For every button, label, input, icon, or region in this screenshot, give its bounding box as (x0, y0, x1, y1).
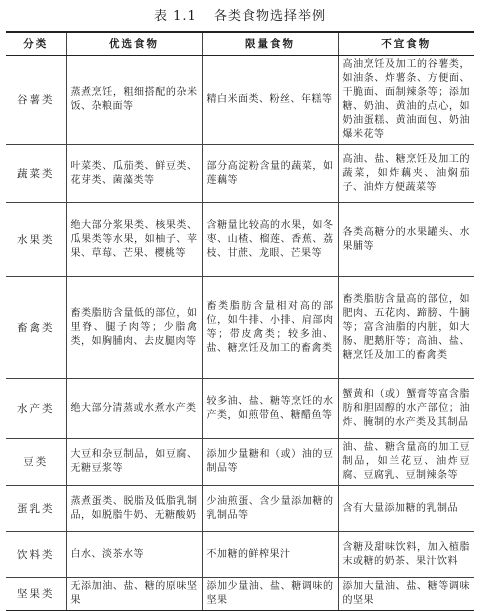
table-row (6, 56, 474, 145)
table-number: 表 1.1 (154, 9, 197, 24)
food-selection-table (6, 31, 474, 611)
table-row (6, 203, 474, 277)
category-cell: 蛋乳类 (6, 486, 66, 532)
preferred-cell: 蒸煮烹饪，粗细搭配的杂米饭、杂粮面等 (66, 56, 202, 145)
avoid-cell: 各类高糖分的水果罐头、水果脯等 (338, 203, 474, 277)
category-cell: 豆类 (6, 439, 66, 486)
category-cell: 水果类 (6, 203, 66, 277)
preferred-cell: 无添加油、盐、糖的原味坚果 (66, 578, 202, 611)
avoid-cell: 添加大量油、盐、糖等调味的坚果 (338, 578, 474, 611)
category-cell: 畜禽类 (6, 277, 66, 379)
avoid-cell: 高油烹饪及加工的谷薯类，如油条、炸薯条、方便面、干脆面、面制辣条等；添加糖、奶油、黄油的点心，如奶油蛋糕、黄油面包、奶油爆米花等 (338, 56, 474, 145)
table-row (6, 486, 474, 532)
limited-cell: 不加糖的鲜榨果汁 (202, 532, 338, 578)
limited-cell: 添加少量油、盐、糖调味的坚果 (202, 578, 338, 611)
preferred-cell: 绝大部分清蒸或水煮水产类 (66, 379, 202, 439)
limited-cell: 部分高淀粉含量的蔬菜，如莲藕等 (202, 145, 338, 203)
avoid-cell: 油、盐、糖含量高的加工豆制品，如兰花豆、油炸豆腐、豆腐乳、豆制辣条等 (338, 439, 474, 486)
header-preferred: 优选食物 (66, 32, 202, 56)
avoid-cell: 含糖及甜味饮料，加入植脂末或糖的奶茶、果汁饮料 (338, 532, 474, 578)
preferred-cell: 大豆和杂豆制品，如豆腐、无糖豆浆等 (66, 439, 202, 486)
limited-cell: 少油煎蛋、含少量添加糖的乳制品等 (202, 486, 338, 532)
avoid-cell: 高油、盐、糖烹饪及加工的蔬菜，如炸藕夹、油焖茄子、油炸方便蔬菜等 (338, 145, 474, 203)
limited-cell: 含糖量比较高的水果，如冬枣、山楂、榴莲、香蕉、荔枝、甘蔗、龙眼、芒果等 (202, 203, 338, 277)
table-row (6, 277, 474, 379)
table-caption (6, 6, 474, 28)
table-row (6, 439, 474, 486)
table-row (6, 379, 474, 439)
table-row (6, 578, 474, 611)
table-row (6, 532, 474, 578)
limited-cell: 精白米面类、粉丝、年糕等 (202, 56, 338, 145)
category-cell: 坚果类 (6, 578, 66, 611)
avoid-cell: 畜类脂肪含量高的部位，如肥肉、五花肉、蹄膀、牛腩等；富含油脂的内脏，如大肠、肥鹅肝等；高油、盐、糖烹饪及加工的畜禽类 (338, 277, 474, 379)
preferred-cell: 畜类脂肪含量低的部位，如里脊、腿子肉等；少脂禽类，如胸脯肉、去皮腿肉等 (66, 277, 202, 379)
table-title: 各类食物选择举例 (213, 9, 326, 24)
preferred-cell: 叶菜类、瓜茄类、鲜豆类、花芽类、菌藻类等 (66, 145, 202, 203)
header-category: 分类 (6, 32, 66, 56)
header-avoid: 不宜食物 (338, 32, 474, 56)
category-cell: 蔬菜类 (6, 145, 66, 203)
preferred-cell: 蒸煮蛋类、脱脂及低脂乳制品，如脱脂牛奶、无糖酸奶 (66, 486, 202, 532)
limited-cell: 畜类脂肪含量相对高的部位，如牛排、小排、肩部肉等；带皮禽类；较多油、盐、糖烹饪及加工的畜禽类 (202, 277, 338, 379)
category-cell: 水产类 (6, 379, 66, 439)
avoid-cell: 含有大量添加糖的乳制品 (338, 486, 474, 532)
avoid-cell: 蟹黄和（或）蟹膏等富含脂肪和胆固醇的水产部位；油炸、腌制的水产类及其制品 (338, 379, 474, 439)
limited-cell: 较多油、盐、糖等烹饪的水产类，如煎带鱼、糖醋鱼等 (202, 379, 338, 439)
preferred-cell: 绝大部分浆果类、核果类、瓜果类等水果，如柚子、苹果、草莓、芒果、樱桃等 (66, 203, 202, 277)
preferred-cell: 白水、淡茶水等 (66, 532, 202, 578)
category-cell: 谷薯类 (6, 56, 66, 145)
header-row (6, 32, 474, 56)
category-cell: 饮料类 (6, 532, 66, 578)
table-row (6, 145, 474, 203)
header-limited: 限量食物 (202, 32, 338, 56)
limited-cell: 添加少量糖和（或）油的豆制品等 (202, 439, 338, 486)
